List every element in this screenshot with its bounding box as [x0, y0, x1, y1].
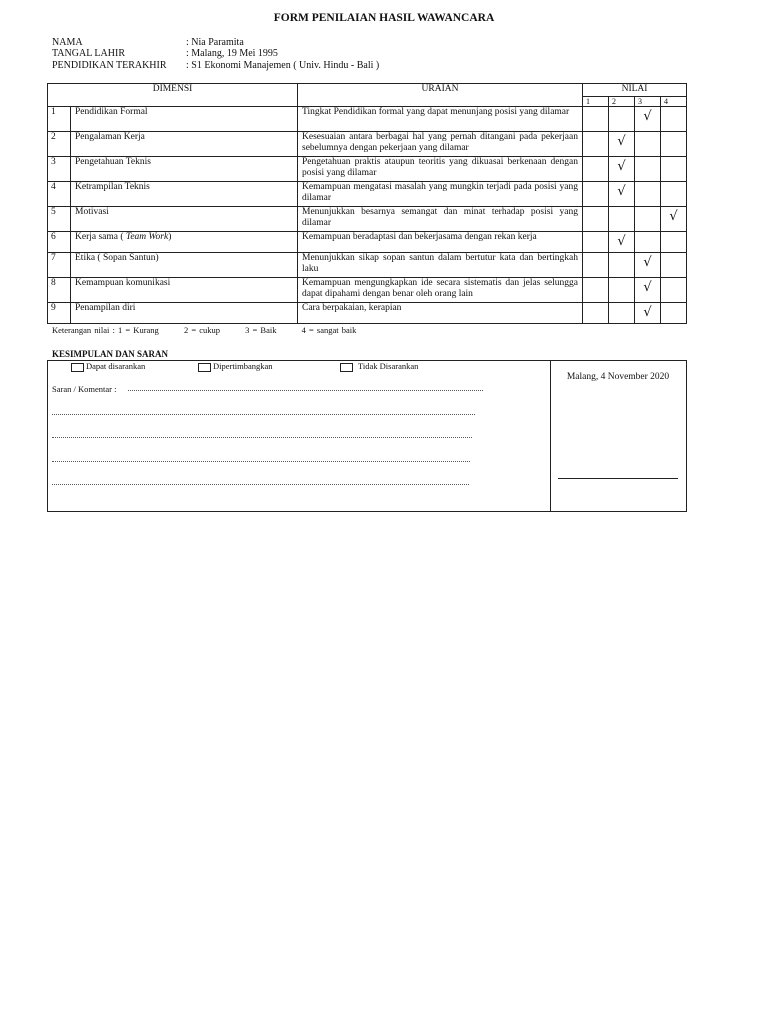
dimensi-text: Pengetahuan Teknis	[75, 156, 151, 167]
score-cell-4[interactable]	[661, 181, 687, 206]
birth-label: TANGAL LAHIR	[52, 48, 125, 59]
table-row	[48, 106, 687, 131]
comment-label: Saran / Komentar :	[52, 384, 117, 394]
legend-4: 4 = sangat baik	[301, 325, 357, 335]
assessment-table	[47, 83, 687, 324]
row-number: 3	[48, 156, 71, 181]
score-cell-3[interactable]	[635, 277, 661, 302]
signature-line	[558, 478, 678, 479]
score-cell-1[interactable]	[583, 252, 609, 277]
score-cell-3[interactable]	[635, 302, 661, 323]
conclusion-box	[47, 360, 687, 512]
table-row	[48, 206, 687, 231]
checkmark-icon: √	[643, 304, 652, 320]
checkmark-icon: √	[643, 108, 652, 124]
score-col-1: 1	[583, 96, 609, 106]
row-dimensi	[71, 156, 298, 181]
row-number: 4	[48, 181, 71, 206]
table-row	[48, 181, 687, 206]
dimensi-suffix: )	[168, 231, 172, 242]
dimensi-italic: Team Work	[125, 231, 169, 242]
education-value: : S1 Ekonomi Manajemen ( Univ. Hindu - Bali )	[186, 60, 380, 71]
checkmark-icon: √	[617, 133, 626, 149]
table-row	[48, 252, 687, 277]
score-cell-2[interactable]	[609, 252, 635, 277]
table-row	[48, 231, 687, 252]
comment-line[interactable]	[52, 414, 475, 415]
score-cell-4[interactable]	[661, 252, 687, 277]
checkmark-icon: √	[617, 158, 626, 174]
score-cell-3[interactable]	[635, 206, 661, 231]
score-cell-1[interactable]	[583, 181, 609, 206]
name-label: NAMA	[52, 37, 83, 48]
score-cell-2[interactable]	[609, 131, 635, 156]
score-cell-3[interactable]	[635, 252, 661, 277]
score-cell-4[interactable]	[661, 131, 687, 156]
header-uraian: URAIAN	[298, 84, 583, 107]
score-cell-4[interactable]	[661, 302, 687, 323]
score-cell-3[interactable]	[635, 181, 661, 206]
dimensi-text: Kerja sama (	[75, 231, 126, 242]
score-cell-3[interactable]	[635, 106, 661, 131]
row-uraian: Kesesuaian antara berbagai hal yang pernah ditangani pada pekerjaan sebelumnya dengan pekerjaan yang dilamar	[298, 131, 583, 156]
legend-1: Keterangan nilai : 1 = Kurang	[52, 325, 159, 335]
dimensi-text: Motivasi	[75, 206, 109, 217]
option-considered[interactable]	[198, 361, 272, 372]
signature-date: Malang, 4 November 2020	[566, 372, 670, 382]
header-nilai: NILAI	[583, 84, 687, 97]
score-cell-2[interactable]	[609, 277, 635, 302]
legend-3: 3 = Baik	[245, 325, 277, 335]
dimensi-text: Ketrampilan Teknis	[75, 181, 150, 192]
option-not-recommended-label: Tidak Disarankan	[358, 361, 419, 371]
score-cell-1[interactable]	[583, 206, 609, 231]
row-dimensi	[71, 131, 298, 156]
comment-line[interactable]	[128, 390, 483, 391]
row-uraian: Kemampuan beradaptasi dan bekerjasama dengan rekan kerja	[298, 231, 583, 252]
education-label: PENDIDIKAN TERAKHIR	[52, 60, 167, 71]
table-row	[48, 156, 687, 181]
row-dimensi	[71, 302, 298, 323]
checkmark-icon: √	[643, 254, 652, 270]
checkmark-icon: √	[617, 233, 626, 249]
table-row	[48, 131, 687, 156]
option-not-recommended[interactable]	[340, 361, 418, 372]
dimensi-text: Pendidikan Formal	[75, 106, 148, 117]
row-uraian: Cara berpakaian, kerapian	[298, 302, 583, 323]
score-cell-1[interactable]	[583, 231, 609, 252]
row-number: 2	[48, 131, 71, 156]
row-number: 7	[48, 252, 71, 277]
score-cell-2[interactable]	[609, 181, 635, 206]
row-uraian: Menunjukkan besarnya semangat dan minat terhadap posisi yang dilamar	[298, 206, 583, 231]
row-number: 9	[48, 302, 71, 323]
row-dimensi	[71, 106, 298, 131]
row-number: 5	[48, 206, 71, 231]
score-cell-1[interactable]	[583, 277, 609, 302]
row-dimensi	[71, 231, 298, 252]
row-number: 1	[48, 106, 71, 131]
row-uraian: Kemampuan mengungkapkan ide secara sistematis dan jelas selungga dapat dipahami dengan benar oleh orang lain	[298, 277, 583, 302]
birth-value: : Malang, 19 Mei 1995	[186, 48, 278, 59]
score-cell-4[interactable]	[661, 231, 687, 252]
form-title: FORM PENILAIAN HASIL WAWANCARA	[273, 12, 495, 24]
option-recommended[interactable]	[71, 361, 145, 372]
conclusion-heading: KESIMPULAN DAN SARAN	[52, 349, 169, 359]
row-number: 6	[48, 231, 71, 252]
comment-line[interactable]	[52, 484, 469, 485]
not-recommended-checkbox[interactable]	[340, 363, 353, 372]
considered-checkbox[interactable]	[198, 363, 211, 372]
score-cell-1[interactable]	[583, 131, 609, 156]
row-uraian: Menunjukkan sikap sopan santun dalam bertutur kata dan bertingkah laku	[298, 252, 583, 277]
table-row	[48, 302, 687, 323]
row-uraian: Kemampuan mengatasi masalah yang mungkin terjadi pada posisi yang dilamar	[298, 181, 583, 206]
score-cell-2[interactable]	[609, 302, 635, 323]
legend-2: 2 = cukup	[183, 325, 221, 335]
conclusion-divider	[550, 360, 551, 511]
score-cell-2[interactable]	[609, 206, 635, 231]
score-cell-3[interactable]	[635, 156, 661, 181]
row-uraian: Pengetahuan praktis ataupun teoritis yang dikuasai berkenaan dengan posisi yang dilamar	[298, 156, 583, 181]
name-value: : Nia Paramita	[186, 37, 244, 48]
dimensi-text: Pengalaman Kerja	[75, 131, 145, 142]
option-considered-label: Dipertimbangkan	[213, 361, 273, 371]
score-cell-3[interactable]	[635, 231, 661, 252]
score-legend	[52, 325, 378, 335]
score-cell-1[interactable]	[583, 302, 609, 323]
score-cell-2[interactable]	[609, 156, 635, 181]
checkmark-icon: √	[669, 208, 678, 224]
score-cell-4[interactable]	[661, 106, 687, 131]
score-cell-1[interactable]	[583, 156, 609, 181]
row-number: 8	[48, 277, 71, 302]
row-uraian: Tingkat Pendidikan formal yang dapat menunjang posisi yang dilamar	[298, 106, 583, 131]
table-row	[48, 277, 687, 302]
checkmark-icon: √	[617, 183, 626, 199]
header-dimensi: DIMENSI	[48, 84, 298, 107]
comment-line[interactable]	[52, 461, 470, 462]
score-col-3: 3	[635, 96, 661, 106]
score-cell-4[interactable]	[661, 277, 687, 302]
checkmark-icon: √	[643, 279, 652, 295]
comment-line[interactable]	[52, 437, 472, 438]
score-cell-2[interactable]	[609, 231, 635, 252]
dimensi-text: Etika ( Sopan Santun)	[75, 252, 159, 263]
dimensi-text: Kemampuan komunikasi	[75, 277, 171, 288]
row-dimensi	[71, 206, 298, 231]
score-cell-2[interactable]	[609, 106, 635, 131]
recommended-checkbox[interactable]	[71, 363, 84, 372]
score-cell-4[interactable]	[661, 206, 687, 231]
score-col-4: 4	[661, 96, 687, 106]
row-dimensi	[71, 181, 298, 206]
score-cell-3[interactable]	[635, 131, 661, 156]
row-dimensi	[71, 277, 298, 302]
option-recommended-label: Dapat disarankan	[86, 361, 146, 371]
score-cell-1[interactable]	[583, 106, 609, 131]
row-dimensi	[71, 252, 298, 277]
dimensi-text: Penampilan diri	[75, 302, 136, 313]
score-cell-4[interactable]	[661, 156, 687, 181]
score-col-2: 2	[609, 96, 635, 106]
